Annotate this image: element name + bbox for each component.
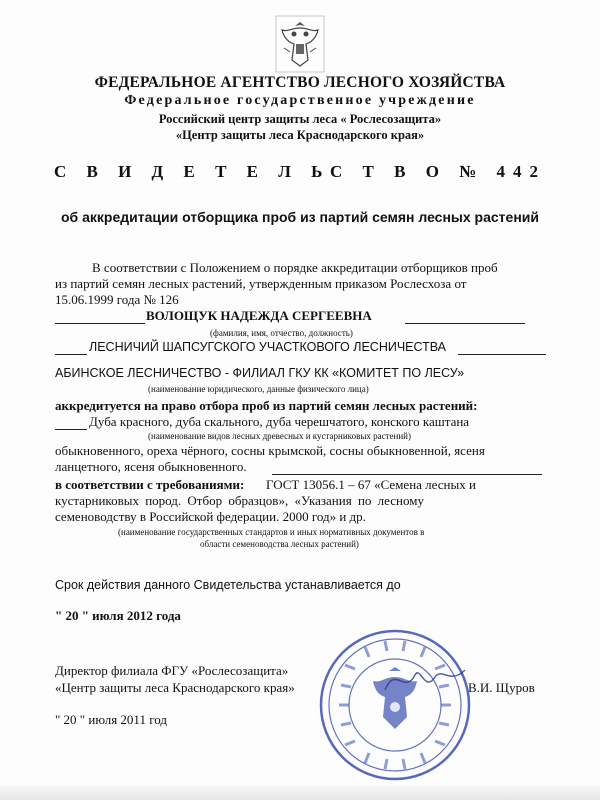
certificate-title: С В И Д Е Т Е Л ЬС Т В О № 442 — [53, 162, 547, 181]
accredited-line: аккредитуется на право отбора проб из партий семян лесных растений: — [55, 398, 478, 413]
intro-line-2: из партий семян лесных растений, утвержденным приказом Рослесхоза от — [55, 276, 467, 291]
species-line-1: Дуба красного, дуба скального, дуба черешчатого, конского каштана — [89, 414, 470, 429]
signer-name: В.И. Щуров — [468, 680, 535, 695]
regional-center-heading: «Центр защиты леса Краснодарского края» — [175, 128, 425, 142]
species-caption: (наименование видов лесных древесных и кустарниковых растений) — [148, 431, 411, 441]
signature-icon — [380, 655, 470, 705]
requirements-line-3: семеноводству в Российской федерации. 2000 год» и др. — [55, 509, 366, 524]
director-line-1: Директор филиала ФГУ «Рослесозащита» — [55, 663, 289, 678]
organization-caption: (наименование юридического, данные физического лица) — [148, 384, 369, 394]
position-fill-right — [458, 354, 546, 355]
validity-date: " 20 " июля 2012 года — [55, 608, 181, 623]
certificate-subtitle: об аккредитации отборщика проб из партий семян лесных растений — [61, 209, 539, 225]
validity-line: Срок действия данного Свидетельства устанавливается до — [55, 578, 401, 592]
director-line-2: «Центр защиты леса Краснодарского края» — [55, 680, 295, 695]
organization-line: АБИНСКОЕ ЛЕСНИЧЕСТВО - ФИЛИАЛ ГКУ КК «КОМИТЕТ ПО ЛЕСУ» — [55, 366, 465, 380]
position-line: ЛЕСНИЧИЙ ШАПСУГСКОГО УЧАСТКОВОГО ЛЕСНИЧЕСТВА — [89, 340, 447, 354]
intro-line-3: 15.06.1999 года № 126 — [55, 292, 179, 307]
center-heading: Российский центр защиты леса « Рослесозащита» — [158, 112, 442, 126]
institution-heading: Федеральное государственное учреждение — [124, 93, 476, 108]
coat-of-arms-icon — [270, 14, 330, 74]
requirements-label: в соответствии с требованиями: — [55, 477, 245, 492]
species-fill-right — [272, 474, 542, 475]
requirements-line-1: ГОСТ 13056.1 – 67 «Семена лесных и — [266, 477, 476, 492]
standards-caption-2: области семеноводства лесных растений) — [200, 539, 359, 549]
requirements-line-2: кустарниковых пород. Отбор образцов», «Указания по лесному — [55, 493, 424, 508]
official-stamp-icon — [315, 625, 475, 785]
species-line-2: обыкновенного, ореха чёрного, сосны крымской, сосны обыкновенной, ясеня — [55, 443, 485, 458]
standards-caption-1: (наименование государственных стандартов и иных нормативных документов в — [118, 527, 425, 537]
name-fill-left — [55, 323, 145, 324]
page-bottom-edge — [0, 785, 600, 800]
species-line-3: ланцетного, ясеня обыкновенного. — [55, 459, 247, 474]
person-name: ВОЛОЩУК НАДЕЖДА СЕРГЕЕВНА — [146, 308, 372, 323]
agency-heading: ФЕДЕРАЛЬНОЕ АГЕНТСТВО ЛЕСНОГО ХОЗЯЙСТВА — [94, 74, 506, 91]
name-fill-right — [405, 323, 525, 324]
person-caption: (фамилия, имя, отчество, должность) — [210, 328, 353, 338]
species-fill-left — [55, 429, 87, 430]
issue-date: " 20 " июля 2011 год — [55, 712, 167, 727]
intro-line-1: В соответствии с Положением о порядке аккредитации отборщиков проб — [92, 260, 498, 275]
position-fill-left — [55, 354, 87, 355]
